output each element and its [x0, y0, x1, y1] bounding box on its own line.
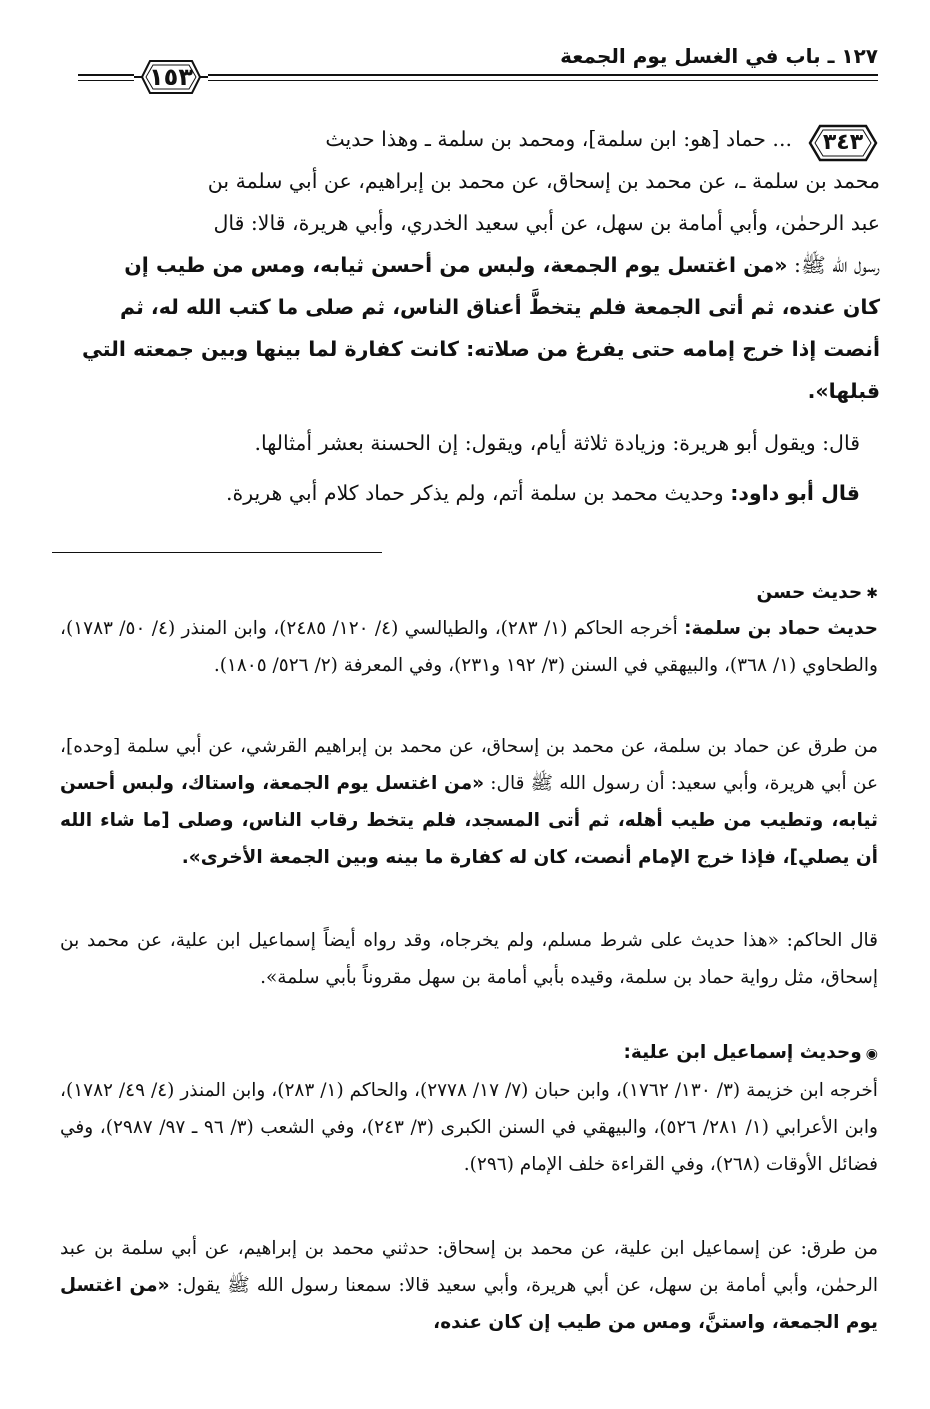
paragraph-text: أخرجه الحاكم (١/ ٢٨٣)، والطيالسي (٤/ ١٢٠/ ٢٤٨٥)، وابن المنذر (٤/ ٥٠/ ١٧٨٣)، والطحاوي (١/ ٣٦٨)، والبيهقي في السنن (٣/ ١٩٢ و٢٣١)، وفي المعرفة (٢/ ٥٢٦/ ١٨٠٥). [60, 618, 878, 676]
book-icon: ✱ [866, 586, 878, 602]
paragraph-text: أخرجه ابن خزيمة (٣/ ١٣٠/ ١٧٦٢)، وابن حبان (٧/ ١٧/ ٢٧٧٨)، والحاكم (١/ ٢٨٣)، وابن المنذر (٤/ ٤٩/ ١٧٨٢)، وابن الأعرابي (١/ ٢٨١/ ٥٢٦)، والبيهقي في السنن الكبرى (٣/ ٢٤٣)، وفي الشعب (٣/ ٩٦ ـ ٩٧/ ٢٩٨٧)، وفي فضائل الأوقات (٢٦٨)، وفي القراءة خلف الإمام (٢٩٦). [60, 1080, 878, 1175]
heading-ibn-ulayya [70, 1034, 878, 1073]
header-rule-left-thin [78, 80, 134, 81]
hadith-line-5 [70, 286, 880, 328]
hadith-number: ٣٤٣ [822, 130, 864, 155]
header-rule-thin [208, 80, 878, 81]
paragraph-hammad [60, 610, 878, 684]
section-heading: وحديث إسماعيل ابن علية: [623, 1042, 862, 1063]
hadith-line-2 [70, 160, 880, 202]
hadith-text: رسول الله ﷺ: [787, 253, 880, 277]
abu-dawud-label: قال أبو داود: [730, 481, 860, 505]
hadith-number-badge [804, 122, 882, 164]
hadith-text: محمد بن سلمة ـ، عن محمد بن إسحاق، عن محمد بن إبراهيم، عن أبي سلمة بن [207, 169, 880, 193]
prophetic-saying: قبلها». [807, 379, 880, 403]
hadith-line-1 [70, 118, 792, 160]
abu-hurayra-addition [70, 422, 860, 464]
chapter-title: ١٢٧ ـ باب في الغسل يوم الجمعة [560, 44, 878, 68]
abu-dawud-comment [70, 472, 860, 514]
prophetic-saying: «من اغتسل يوم الجمعة، واستنَّ، ومس من طيب إن كان عنده، [60, 1275, 878, 1333]
page-number-badge [132, 56, 210, 98]
header-rule-left [78, 74, 134, 76]
paragraph-hakim [60, 922, 878, 996]
bullet-icon: ◉ [865, 1046, 878, 1062]
prophetic-saying: كان عنده، ثم أتى الجمعة فلم يتخطَّ أعناق الناس، ثم صلى ما كتب الله له، ثم [120, 295, 880, 319]
prophetic-saying: «من اغتسل يوم الجمعة، ولبس من أحسن ثيابه، ومس من طيب إن [124, 253, 788, 277]
prophetic-saying: أنصت إذا خرج إمامه حتى يفرغ من صلاته: كانت كفارة لما بينها وبين جمعته التي [82, 337, 880, 361]
grade-label: حديث حسن [756, 582, 863, 603]
paragraph-text: قال الحاكم: «هذا حديث على شرط مسلم، ولم يخرجاه، وقد رواه أيضاً إسماعيل ابن علية، عن محمد بن إسحاق، مثل رواية حماد بن سلمة، وقيده بأبي أمامة بن سهل مقروناً بأبي سلمة». [60, 930, 878, 988]
hadith-line-3 [70, 202, 880, 244]
page-number: ١٥٣ [149, 63, 193, 91]
abu-dawud-text: وحديث محمد بن سلمة أتم، ولم يذكر حماد كلام أبي هريرة. [225, 481, 731, 505]
hadith-text: عبد الرحمٰن، وأبي أمامة بن سهل، عن أبي سعيد الخدري، وأبي هريرة، قالا: قال [213, 211, 880, 235]
footnote-separator [52, 552, 382, 553]
paragraph-text: من طرق عن حماد بن سلمة، عن محمد بن إسحاق، عن محمد بن إبراهيم القرشي، عن أبي سلمة [وحده]، عن أبي هريرة، وأبي سعيد: أن رسول الله ﷺ قال: [60, 736, 878, 794]
page-header [78, 38, 878, 90]
paragraph-label: حديث حماد بن سلمة: [684, 618, 878, 639]
hadith-line-6 [70, 328, 880, 370]
paragraph-ibn-ulayya [60, 1072, 878, 1183]
header-rule [208, 74, 878, 76]
paragraph-text: من طرق: عن إسماعيل ابن علية، عن محمد بن إسحاق: حدثني محمد بن إبراهيم، عن أبي سلمة بن عبد الرحمٰن، وأبي أمامة بن سهل، عن أبي هريرة، وأبي سعيد قالا: سمعنا رسول الله ﷺ يقول: [60, 1238, 878, 1296]
paragraph-route-hammad [60, 728, 878, 876]
hadith-line-4 [70, 244, 880, 286]
paragraph-route-ibn-ulayya [60, 1230, 878, 1341]
prophetic-saying: «من اغتسل يوم الجمعة، واستاك، ولبس أحسن ثيابه، وتطيب من طيب أهله، ثم أتى المسجد، فلم يتخط رقاب الناس، وصلى [ما شاء الله أن يصلي]، فإذا خرج الإمام أنصت، كان له كفارة ما بينه وبين الجمعة الأخرى». [60, 773, 878, 868]
hadith-line-7 [70, 370, 880, 412]
grade-heading [70, 574, 878, 613]
hadith-text: ... حماد [هو: ابن سلمة]، ومحمد بن سلمة ـ وهذا حديث [325, 127, 792, 151]
narrator-statement: قال: ويقول أبو هريرة: وزيادة ثلاثة أيام، ويقول: إن الحسنة بعشر أمثالها. [254, 431, 860, 455]
